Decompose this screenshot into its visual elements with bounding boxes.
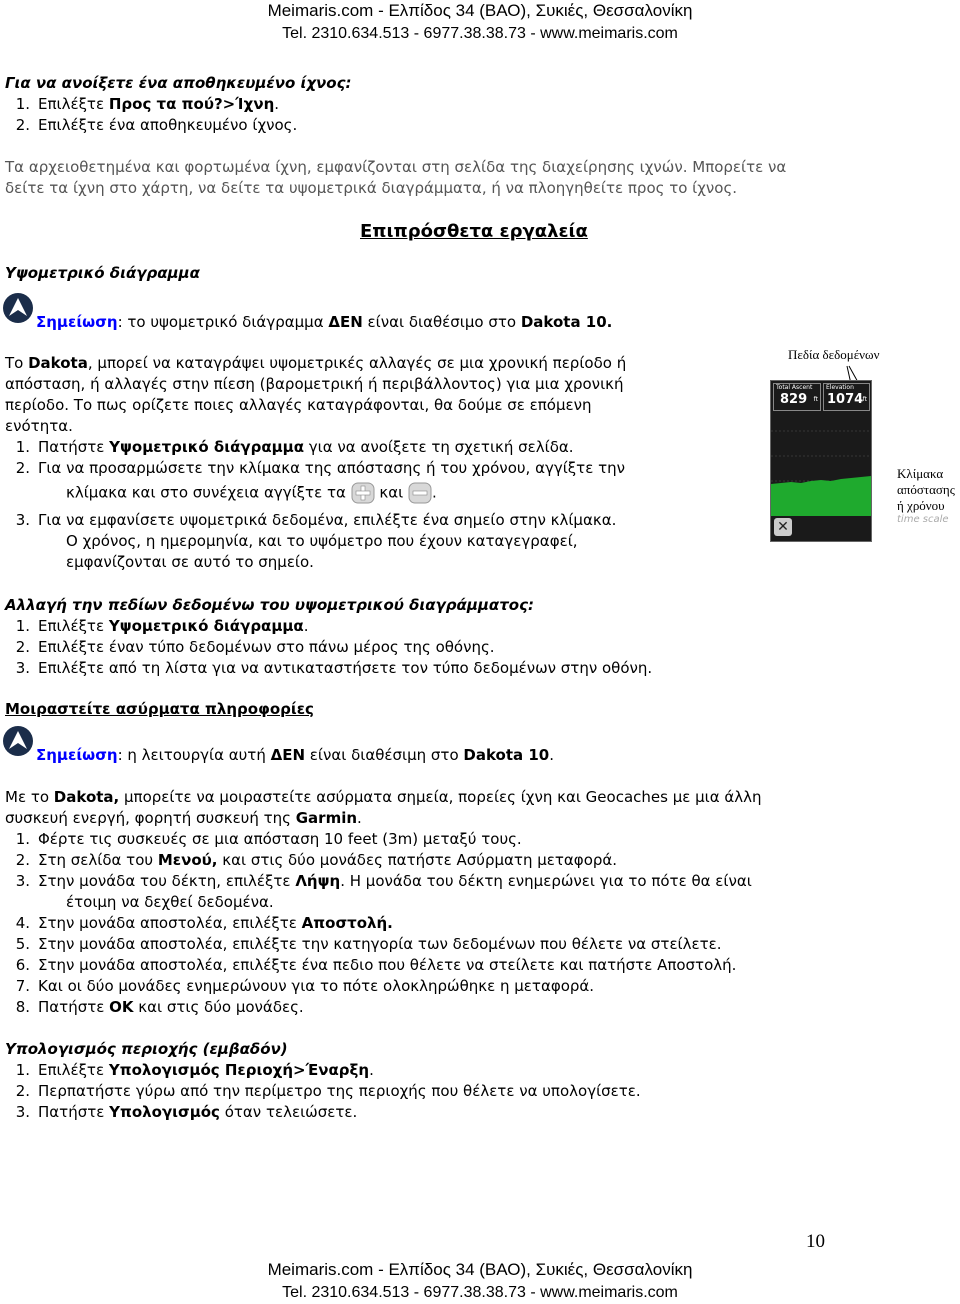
callout-scale-line-1: Κλίμακα [897,466,944,481]
data-field-elevation[interactable] [823,383,870,411]
footer-line-2: Tel. 2310.634.513 - 6977.38.38.73 - www.meimaris.com [282,1284,678,1301]
share-heading: Μοιραστείτε ασύρματα πληροφορίες [5,700,314,718]
area-step-2: 2. Περπατήστε γύρω από την περίμετρο της περιοχής που θέλετε να υπολογίσετε. [15,1082,641,1100]
callout-data-fields: Πεδία δεδομένων [788,347,880,362]
elevation-note: Σημείωση: το υψομετρικό διάγραμμα ΔΕΝ είναι διαθέσιμο στο Dakota 10. [36,313,613,331]
elevation-step-2: 2. Για να προσαρμώσετε την κλίμακα της απόστασης ή του χρόνου, αγγίξτε την [15,459,625,477]
change-fields-step-2: 2. Επιλέξτε έναν τύπο δεδομένων στο πάνω μέρος της οθόνης. [15,638,495,656]
change-fields-step-3: 3. Επιλέξτε από τη λίστα για να αντικαταστήσετε τον τύπο δεδομένων στην οθόνη. [15,659,653,677]
area-step-3: 3. Πατήστε Υπολογισμός όταν τελειώσετε. [15,1103,358,1121]
share-note: Σημείωση: η λειτουργία αυτή ΔΕΝ είναι διαθέσιμη στο Dakota 10. [36,746,555,764]
open-track-step-1: 1. Επιλέξτε Προς τα πού?>Ίχνη. [15,95,280,113]
share-step-7: 7. Και οι δύο μονάδες ενημερώνουν για το πότε ολοκληρώθηκε η μεταφορά. [15,977,595,995]
close-icon[interactable]: ✕ [774,518,792,536]
area-title: Υπολογισμός περιοχής (εμβαδόν) [5,1040,288,1058]
callout-scale-line-2: απόστασης [897,482,955,497]
elevation-step-3-line-3: εμφανίζονται σε αυτό το σημείο. [66,553,314,571]
total-ascent-label: Total Ascent [776,384,813,391]
extra-tools-heading: Επιπρόσθετα εργαλεία [360,221,588,242]
total-ascent-unit: ft [813,396,818,403]
elevation-step-3-line-2: Ο χρόνος, η ημερομηνία, και το υψόμετρο που έχουν καταγεγραφεί, [66,532,578,550]
callout-scale-line-3: ή χρόνου [897,498,945,513]
area-step-1: 1. Επιλέξτε Υπολογισμός Περιοχή>Έναρξη. [15,1061,374,1079]
share-step-6: 6. Στην μονάδα αποστολέα, επιλέξτε ένα πεδιο που θέλετε να στείλετε και πατήστε Αποστολή. [15,956,737,974]
elevation-graph[interactable] [771,411,871,516]
zoom-in-icon [351,482,375,504]
archived-paragraph-line-1: Τα αρχειοθετημένα και φορτωμένα ίχνη, εμφανίζονται στη σελίδα της διαχείρησης ιχνών. Μπορείτε να [5,158,787,176]
elevation-value: 1074 [827,392,864,407]
elevation-paragraph-line-1: Το Dakota, μπορεί να καταγράψει υψομετρικές αλλαγές σε μια χρονική περίοδο ή [5,354,627,372]
total-ascent-value: 829 [780,392,808,407]
header-line-1: Meimaris.com - Ελπίδος 34 (ΒΑΟ), Συκιές, Θεσσαλονίκη [267,1,693,20]
archived-paragraph-line-2: δείτε τα ίχνη στο χάρτη, να δείτε τα υψομετρικά διαγράμματα, ή να πλοηγηθείτε προς το ίχνος. [5,179,738,197]
share-step-2: 2. Στη σελίδα του Μενού, και στις δύο μονάδες πατήστε Ασύρματη μεταφορά. [15,851,618,869]
change-fields-title: Αλλαγή την πεδίων δεδομένω του υψομετρικού διαγράμματος: [5,596,534,614]
note-icon-2 [2,725,34,757]
share-step-1: 1. Φέρτε τις συσκευές σε μια απόσταση 10 feet (3m) μεταξύ τους. [15,830,522,848]
callout-scale-hidden: time scale [897,514,949,525]
share-step-3: 3. Στην μονάδα του δέκτη, επιλέξτε Λήψη. Η μονάδα του δέκτη ενημερώνει για το πότε θα είναι [15,872,752,890]
elevation-step-3: 3. Για να εμφανίσετε υψομετρικά δεδομένα, επιλέξτε ένα σημείο στην κλίμακα. [15,511,617,529]
open-track-title: Για να ανοίξετε ένα αποθηκευμένο ίχνος: [5,74,352,92]
elevation-label: Elevation [826,384,854,391]
share-paragraph-line-2: συσκευή ενεργή, φορητή συσκευή της Garmin. [5,809,362,827]
page-number: 10 [806,1231,825,1252]
elevation-unit: ft [862,396,867,403]
share-step-4: 4. Στην μονάδα αποστολέα, επιλέξτε Αποστολή. [15,914,393,932]
share-paragraph-line-1: Με το Dakota, μπορείτε να μοιραστείτε ασύρματα σημεία, πορείες ίχνη και Geocaches με μια άλλη [5,788,762,806]
elevation-paragraph-line-3: περίοδο. Το πως ορίζετε ποιες αλλαγές καταγράφονται, θα δούμε σε επόμενη [5,396,592,414]
share-step-5: 5. Στην μονάδα αποστολέα, επιλέξτε την κατηγορία των δεδομένων που θέλετε να στείλετε. [15,935,722,953]
share-step-3-line-2: έτοιμη να δεχθεί δεδομένα. [66,893,274,911]
elevation-step-1: 1. Πατήστε Υψομετρικό διάγραμμα για να ανοίξετε τη σχετική σελίδα. [15,438,574,456]
elevation-step-2-line-2: κλίμακα και στο συνέχεια αγγίξτε τα και . [66,482,437,504]
change-fields-step-1: 1. Επιλέξτε Υψομετρικό διάγραμμα. [15,617,309,635]
zoom-out-icon [408,482,432,504]
elevation-paragraph-line-2: απόσταση, ή αλλαγές στην πίεση (βαρομετρική ή περιβάλλοντος) για μια χρονική [5,375,624,393]
share-step-8: 8. Πατήστε ΟΚ και στις δύο μονάδες. [15,998,304,1016]
data-field-total-ascent[interactable] [773,383,821,411]
elevation-paragraph-line-4: ενότητα. [5,417,73,435]
device-screen [770,380,872,542]
open-track-step-2: 2. Επιλέξτε ένα αποθηκευμένο ίχνος. [15,116,298,134]
elevation-heading: Υψομετρικό διάγραμμα [5,264,200,282]
footer-line-1: Meimaris.com - Ελπίδος 34 (ΒΑΟ), Συκιές, Θεσσαλονίκη [267,1260,693,1279]
header-line-2: Tel. 2310.634.513 - 6977.38.38.73 - www.meimaris.com [282,25,678,42]
note-icon [2,292,34,324]
